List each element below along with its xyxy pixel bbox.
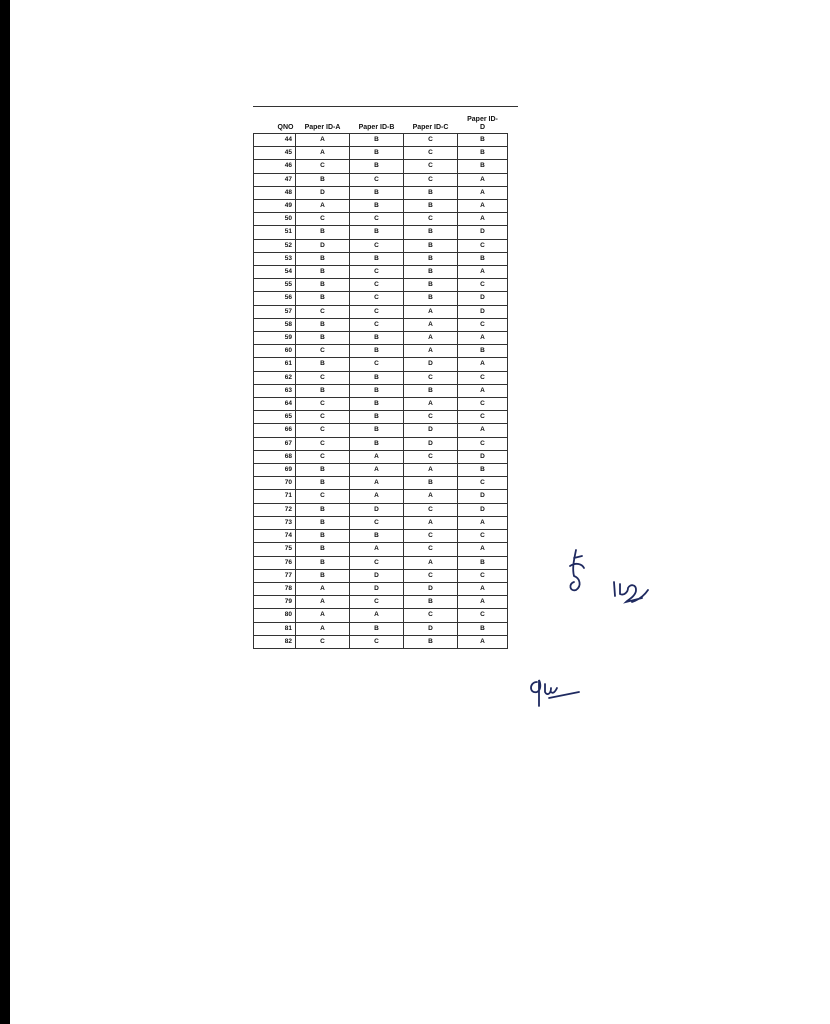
cell-paper-a: B <box>296 464 350 477</box>
cell-paper-c: B <box>404 596 458 609</box>
cell-paper-a: B <box>296 556 350 569</box>
top-rule-line <box>253 106 518 107</box>
table-row <box>254 477 508 490</box>
cell-paper-b: C <box>350 556 404 569</box>
cell-paper-b: B <box>350 345 404 358</box>
table-row <box>254 358 508 371</box>
table-row <box>254 490 508 503</box>
cell-qno: 79 <box>254 596 296 609</box>
table-row <box>254 147 508 160</box>
table-row <box>254 134 508 147</box>
cell-paper-a: B <box>296 252 350 265</box>
cell-paper-d: B <box>458 160 508 173</box>
table-row <box>254 213 508 226</box>
cell-paper-a: A <box>296 134 350 147</box>
cell-paper-b: A <box>350 477 404 490</box>
table-row <box>254 411 508 424</box>
cell-paper-d: D <box>458 503 508 516</box>
cell-paper-b: B <box>350 384 404 397</box>
cell-paper-a: C <box>296 371 350 384</box>
cell-paper-c: A <box>404 398 458 411</box>
header-row <box>254 110 508 134</box>
cell-paper-c: C <box>404 450 458 463</box>
cell-paper-c: D <box>404 424 458 437</box>
cell-paper-a: C <box>296 305 350 318</box>
cell-qno: 66 <box>254 424 296 437</box>
cell-qno: 78 <box>254 582 296 595</box>
cell-paper-d: D <box>458 450 508 463</box>
cell-paper-d: A <box>458 582 508 595</box>
cell-qno: 74 <box>254 530 296 543</box>
cell-paper-c: C <box>404 134 458 147</box>
cell-paper-c: B <box>404 200 458 213</box>
cell-paper-b: B <box>350 411 404 424</box>
cell-paper-a: B <box>296 266 350 279</box>
header-qno: QNO <box>277 124 294 131</box>
cell-paper-b: C <box>350 266 404 279</box>
cell-paper-b: B <box>350 252 404 265</box>
table-row <box>254 279 508 292</box>
cell-qno: 60 <box>254 345 296 358</box>
cell-paper-d: B <box>458 134 508 147</box>
table-row <box>254 173 508 186</box>
table-row <box>254 503 508 516</box>
cell-qno: 56 <box>254 292 296 305</box>
cell-paper-a: C <box>296 635 350 648</box>
cell-paper-c: C <box>404 609 458 622</box>
table-row <box>254 226 508 239</box>
cell-paper-d: B <box>458 556 508 569</box>
cell-paper-a: B <box>296 516 350 529</box>
cell-qno: 67 <box>254 437 296 450</box>
cell-paper-c: A <box>404 490 458 503</box>
signature-mark-3 <box>523 672 583 712</box>
cell-paper-a: B <box>296 569 350 582</box>
cell-paper-a: A <box>296 596 350 609</box>
cell-paper-a: C <box>296 450 350 463</box>
cell-paper-a: A <box>296 582 350 595</box>
cell-paper-b: D <box>350 503 404 516</box>
cell-paper-c: B <box>404 186 458 199</box>
cell-paper-b: C <box>350 635 404 648</box>
cell-paper-b: A <box>350 490 404 503</box>
cell-paper-d: C <box>458 437 508 450</box>
table-row <box>254 200 508 213</box>
cell-paper-c: A <box>404 318 458 331</box>
signature-mark-2 <box>608 574 652 610</box>
cell-qno: 55 <box>254 279 296 292</box>
table-row <box>254 239 508 252</box>
cell-paper-c: D <box>404 622 458 635</box>
cell-qno: 59 <box>254 332 296 345</box>
cell-paper-b: B <box>350 398 404 411</box>
cell-paper-a: C <box>296 398 350 411</box>
table-row <box>254 556 508 569</box>
cell-paper-c: B <box>404 279 458 292</box>
cell-qno: 82 <box>254 635 296 648</box>
cell-paper-d: B <box>458 147 508 160</box>
cell-paper-d: A <box>458 173 508 186</box>
cell-paper-a: B <box>296 332 350 345</box>
table-row <box>254 160 508 173</box>
table-row <box>254 292 508 305</box>
table-row <box>254 318 508 331</box>
cell-paper-d: C <box>458 371 508 384</box>
cell-paper-d: B <box>458 252 508 265</box>
cell-qno: 46 <box>254 160 296 173</box>
cell-paper-c: B <box>404 252 458 265</box>
cell-qno: 72 <box>254 503 296 516</box>
answer-key-body <box>254 134 508 649</box>
cell-qno: 69 <box>254 464 296 477</box>
cell-qno: 47 <box>254 173 296 186</box>
cell-qno: 68 <box>254 450 296 463</box>
cell-paper-c: B <box>404 635 458 648</box>
table-row <box>254 450 508 463</box>
cell-qno: 81 <box>254 622 296 635</box>
table-row <box>254 186 508 199</box>
cell-paper-b: C <box>350 305 404 318</box>
cell-paper-c: B <box>404 477 458 490</box>
cell-paper-a: C <box>296 411 350 424</box>
cell-paper-a: C <box>296 213 350 226</box>
cell-paper-a: B <box>296 173 350 186</box>
cell-paper-b: C <box>350 358 404 371</box>
cell-qno: 63 <box>254 384 296 397</box>
cell-paper-b: B <box>350 371 404 384</box>
cell-paper-d: C <box>458 411 508 424</box>
table-row <box>254 582 508 595</box>
cell-paper-b: C <box>350 213 404 226</box>
cell-qno: 57 <box>254 305 296 318</box>
cell-paper-a: A <box>296 200 350 213</box>
table-row <box>254 266 508 279</box>
cell-paper-c: A <box>404 516 458 529</box>
cell-paper-c: D <box>404 358 458 371</box>
cell-paper-c: C <box>404 411 458 424</box>
cell-paper-b: B <box>350 160 404 173</box>
cell-qno: 70 <box>254 477 296 490</box>
cell-paper-d: C <box>458 569 508 582</box>
answer-key-table <box>253 110 508 649</box>
cell-qno: 76 <box>254 556 296 569</box>
cell-qno: 65 <box>254 411 296 424</box>
cell-paper-a: D <box>296 186 350 199</box>
cell-paper-d: C <box>458 530 508 543</box>
cell-paper-d: A <box>458 213 508 226</box>
cell-paper-c: A <box>404 556 458 569</box>
cell-paper-d: A <box>458 186 508 199</box>
cell-paper-b: C <box>350 173 404 186</box>
table-row <box>254 635 508 648</box>
cell-paper-a: B <box>296 530 350 543</box>
cell-qno: 49 <box>254 200 296 213</box>
cell-paper-d: A <box>458 596 508 609</box>
cell-paper-c: C <box>404 173 458 186</box>
table-row <box>254 252 508 265</box>
cell-paper-b: C <box>350 239 404 252</box>
cell-paper-b: A <box>350 450 404 463</box>
cell-paper-a: B <box>296 292 350 305</box>
cell-paper-a: C <box>296 345 350 358</box>
cell-qno: 53 <box>254 252 296 265</box>
header-paper-b: Paper ID-B <box>358 124 395 131</box>
table-row <box>254 305 508 318</box>
cell-paper-c: B <box>404 239 458 252</box>
cell-qno: 80 <box>254 609 296 622</box>
cell-paper-c: C <box>404 530 458 543</box>
cell-paper-a: C <box>296 424 350 437</box>
cell-qno: 75 <box>254 543 296 556</box>
cell-paper-b: A <box>350 543 404 556</box>
cell-qno: 51 <box>254 226 296 239</box>
cell-qno: 54 <box>254 266 296 279</box>
cell-paper-c: C <box>404 371 458 384</box>
table-row <box>254 371 508 384</box>
cell-paper-a: D <box>296 239 350 252</box>
table-row <box>254 596 508 609</box>
cell-paper-b: B <box>350 332 404 345</box>
cell-paper-c: C <box>404 503 458 516</box>
cell-qno: 48 <box>254 186 296 199</box>
cell-paper-a: B <box>296 384 350 397</box>
cell-paper-c: C <box>404 147 458 160</box>
cell-paper-c: B <box>404 226 458 239</box>
document-page <box>10 0 830 1024</box>
cell-paper-a: A <box>296 147 350 160</box>
cell-paper-a: B <box>296 358 350 371</box>
cell-paper-b: C <box>350 292 404 305</box>
cell-paper-a: B <box>296 503 350 516</box>
cell-paper-c: A <box>404 305 458 318</box>
table-row <box>254 543 508 556</box>
cell-paper-d: C <box>458 398 508 411</box>
table-row <box>254 569 508 582</box>
cell-paper-c: C <box>404 160 458 173</box>
cell-paper-d: A <box>458 516 508 529</box>
cell-paper-d: A <box>458 384 508 397</box>
cell-paper-a: B <box>296 279 350 292</box>
cell-paper-a: B <box>296 226 350 239</box>
cell-paper-d: C <box>458 477 508 490</box>
cell-paper-d: A <box>458 266 508 279</box>
cell-paper-d: C <box>458 318 508 331</box>
cell-paper-d: D <box>458 226 508 239</box>
cell-paper-c: D <box>404 582 458 595</box>
cell-paper-b: C <box>350 279 404 292</box>
table-row <box>254 516 508 529</box>
cell-paper-d: A <box>458 358 508 371</box>
cell-paper-b: C <box>350 318 404 331</box>
cell-qno: 50 <box>254 213 296 226</box>
table-row <box>254 464 508 477</box>
header-paper-a: Paper ID-A <box>304 124 341 131</box>
cell-paper-d: B <box>458 345 508 358</box>
cell-qno: 58 <box>254 318 296 331</box>
cell-paper-b: A <box>350 609 404 622</box>
cell-paper-d: A <box>458 424 508 437</box>
cell-paper-c: D <box>404 437 458 450</box>
cell-qno: 73 <box>254 516 296 529</box>
cell-paper-b: C <box>350 596 404 609</box>
cell-paper-a: B <box>296 318 350 331</box>
cell-paper-d: D <box>458 305 508 318</box>
cell-paper-b: A <box>350 464 404 477</box>
table-row <box>254 398 508 411</box>
cell-paper-b: B <box>350 424 404 437</box>
cell-paper-c: A <box>404 464 458 477</box>
header-paper-d: Paper ID- D <box>467 116 498 131</box>
cell-qno: 52 <box>254 239 296 252</box>
cell-paper-c: A <box>404 345 458 358</box>
cell-paper-d: B <box>458 622 508 635</box>
cell-paper-d: D <box>458 292 508 305</box>
cell-paper-d: B <box>458 464 508 477</box>
cell-paper-a: A <box>296 622 350 635</box>
cell-qno: 71 <box>254 490 296 503</box>
cell-qno: 44 <box>254 134 296 147</box>
cell-paper-c: A <box>404 332 458 345</box>
cell-paper-d: D <box>458 490 508 503</box>
cell-paper-b: D <box>350 569 404 582</box>
cell-qno: 45 <box>254 147 296 160</box>
cell-paper-a: B <box>296 543 350 556</box>
cell-paper-a: C <box>296 490 350 503</box>
cell-qno: 62 <box>254 371 296 384</box>
cell-paper-c: C <box>404 543 458 556</box>
cell-paper-c: C <box>404 569 458 582</box>
cell-paper-b: B <box>350 437 404 450</box>
cell-paper-c: B <box>404 384 458 397</box>
cell-paper-d: A <box>458 332 508 345</box>
table-row <box>254 345 508 358</box>
table-row <box>254 437 508 450</box>
table-row <box>254 424 508 437</box>
cell-paper-d: C <box>458 609 508 622</box>
cell-paper-a: A <box>296 609 350 622</box>
cell-paper-a: C <box>296 437 350 450</box>
cell-paper-a: C <box>296 160 350 173</box>
cell-paper-d: C <box>458 239 508 252</box>
cell-paper-d: A <box>458 635 508 648</box>
cell-paper-a: B <box>296 477 350 490</box>
header-paper-c: Paper ID-C <box>412 124 449 131</box>
table-row <box>254 384 508 397</box>
cell-paper-b: B <box>350 134 404 147</box>
cell-qno: 77 <box>254 569 296 582</box>
cell-paper-b: C <box>350 516 404 529</box>
cell-paper-d: A <box>458 543 508 556</box>
cell-qno: 61 <box>254 358 296 371</box>
cell-paper-b: B <box>350 622 404 635</box>
cell-paper-b: B <box>350 200 404 213</box>
cell-paper-b: B <box>350 147 404 160</box>
cell-qno: 64 <box>254 398 296 411</box>
cell-paper-b: B <box>350 186 404 199</box>
table-row <box>254 609 508 622</box>
table-row <box>254 332 508 345</box>
table-row <box>254 530 508 543</box>
cell-paper-c: B <box>404 266 458 279</box>
signature-mark-1 <box>562 546 602 598</box>
table-row <box>254 622 508 635</box>
cell-paper-d: A <box>458 200 508 213</box>
cell-paper-c: C <box>404 213 458 226</box>
cell-paper-b: B <box>350 226 404 239</box>
cell-paper-b: D <box>350 582 404 595</box>
cell-paper-b: B <box>350 530 404 543</box>
cell-paper-c: B <box>404 292 458 305</box>
cell-paper-d: C <box>458 279 508 292</box>
